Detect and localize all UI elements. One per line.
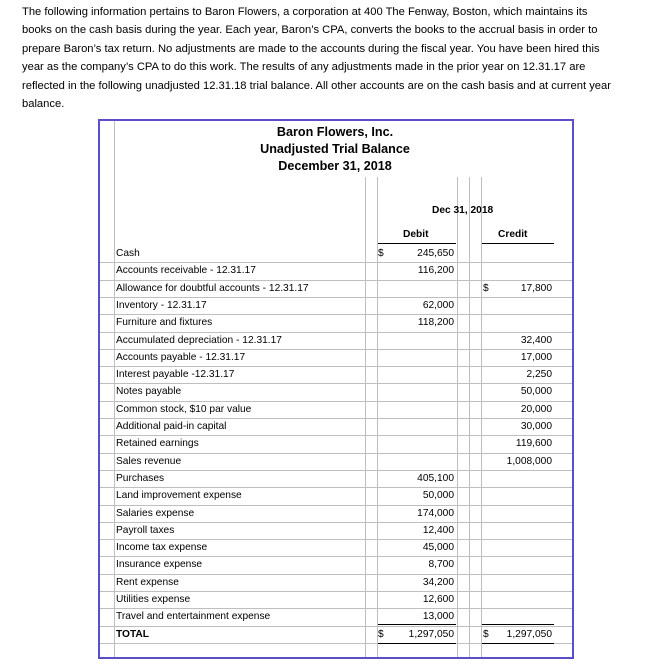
- credit-amount: 2,250: [526, 369, 552, 381]
- account-row: [100, 435, 572, 452]
- account-name: Sales revenue: [116, 455, 182, 467]
- account-row: [100, 401, 572, 418]
- account-name: Land improvement expense: [116, 490, 242, 502]
- period-header: Dec 31, 2018: [432, 205, 494, 216]
- credit-amount: 20,000: [520, 403, 552, 415]
- credit-amount: 50,000: [520, 386, 552, 398]
- credit-amount: 32,400: [520, 334, 552, 346]
- account-row: [100, 487, 572, 504]
- debit-amount: 118,200: [417, 317, 454, 329]
- account-name: TOTAL: [116, 628, 150, 640]
- debit-amount: 62,000: [422, 299, 454, 311]
- intro-line: books on the cash basis during the year. Each year, Baron’s CPA, converts the books to the accrual basis in order to: [22, 24, 598, 37]
- account-row: [100, 505, 572, 522]
- intro-paragraph: [22, 3, 650, 113]
- credit-amount: 1,008,000: [506, 455, 552, 467]
- credit-amount: 30,000: [520, 421, 552, 432]
- intro-line: reflected in the following unadjusted 12.31.18 trial balance. All other accounts are on the cash basis and at current year: [22, 79, 611, 92]
- account-row: [100, 556, 572, 573]
- account-row: [100, 539, 572, 556]
- account-row: [100, 366, 572, 383]
- account-name: Payroll taxes: [116, 524, 175, 536]
- total-row: [100, 626, 572, 643]
- debit-header: Debit: [403, 229, 429, 240]
- account-name: Purchases: [116, 472, 165, 484]
- account-row: [100, 453, 572, 470]
- account-name: Travel and entertainment expense: [116, 611, 271, 623]
- credit-currency: $: [483, 628, 489, 640]
- account-name: Inventory - 12.31.17: [116, 299, 207, 311]
- debit-amount: 34,200: [422, 576, 454, 588]
- debit-amount: 174,000: [417, 507, 454, 519]
- company-name: Baron Flowers, Inc.: [276, 125, 394, 139]
- account-name: Additional paid-in capital: [116, 421, 227, 432]
- account-row: [100, 470, 572, 487]
- account-name: Retained earnings: [116, 438, 199, 450]
- account-name: Common stock, $10 par value: [116, 403, 252, 415]
- debit-amount: 245,650: [417, 248, 454, 259]
- credit-amount: 1,297,050: [506, 628, 552, 640]
- total-rule: [378, 624, 456, 625]
- debit-amount: 45,000: [422, 542, 454, 554]
- account-name: Accumulated depreciation - 12.31.17: [116, 334, 282, 346]
- credit-amount: 17,000: [520, 351, 552, 363]
- debit-amount: 8,700: [428, 559, 454, 571]
- debit-amount: 1,297,050: [408, 628, 454, 640]
- total-rule: [482, 624, 554, 625]
- account-row: [100, 314, 572, 331]
- debit-amount: 405,100: [417, 472, 454, 484]
- credit-currency: $: [483, 282, 489, 294]
- account-row: [100, 591, 572, 608]
- account-row: [100, 332, 572, 349]
- debit-amount: 116,200: [417, 265, 454, 277]
- account-name: Allowance for doubtful accounts - 12.31.17: [116, 282, 309, 294]
- account-name: Insurance expense: [116, 559, 203, 571]
- account-name: Accounts payable - 12.31.17: [116, 351, 246, 363]
- account-name: Rent expense: [116, 576, 179, 588]
- debit-amount: 12,400: [422, 524, 454, 536]
- credit-amount: 17,800: [520, 282, 552, 294]
- trial-balance-sheet: [98, 119, 574, 659]
- credit-amount: 119,600: [515, 438, 552, 450]
- intro-line: prepare Baron’s tax return. No adjustments are made to the accounts during the fiscal year. You have been hired this: [22, 42, 600, 55]
- account-name: Cash: [116, 248, 140, 259]
- intro-line: year as the company’s CPA to do this work. The results of any adjustments made in the prior year on 12.31.17 are: [22, 61, 586, 74]
- intro-line: The following information pertains to Baron Flowers, a corporation at 400 The Fenway, Boston, which maintains its: [22, 6, 588, 18]
- header-underline: [378, 243, 456, 244]
- account-row: [100, 574, 572, 591]
- account-row: [100, 349, 572, 366]
- account-row: [100, 297, 572, 314]
- debit-amount: 50,000: [422, 490, 454, 502]
- account-row: [100, 522, 572, 539]
- header-underline: [482, 243, 554, 244]
- account-row: [100, 245, 572, 262]
- debit-currency: $: [378, 248, 384, 259]
- account-row: [100, 262, 572, 279]
- total-double-rule: [482, 643, 554, 644]
- account-name: Income tax expense: [116, 542, 208, 554]
- account-name: Interest payable -12.31.17: [116, 369, 235, 381]
- intro-line: balance.: [22, 98, 65, 111]
- account-name: Accounts receivable - 12.31.17: [116, 265, 256, 277]
- account-row: [100, 280, 572, 297]
- report-date: December 31, 2018: [278, 159, 392, 173]
- account-row: [100, 418, 572, 435]
- debit-amount: 13,000: [422, 611, 454, 623]
- total-double-rule: [378, 643, 456, 644]
- debit-amount: 12,600: [422, 594, 454, 605]
- account-name: Notes payable: [116, 386, 182, 398]
- account-name: Furniture and fixtures: [116, 317, 213, 329]
- account-row: [100, 383, 572, 400]
- report-title: Unadjusted Trial Balance: [260, 142, 410, 156]
- debit-currency: $: [378, 628, 384, 640]
- credit-header: Credit: [498, 229, 528, 240]
- account-row: [100, 608, 572, 625]
- account-name: Utilities expense: [116, 594, 191, 605]
- account-name: Salaries expense: [116, 507, 195, 519]
